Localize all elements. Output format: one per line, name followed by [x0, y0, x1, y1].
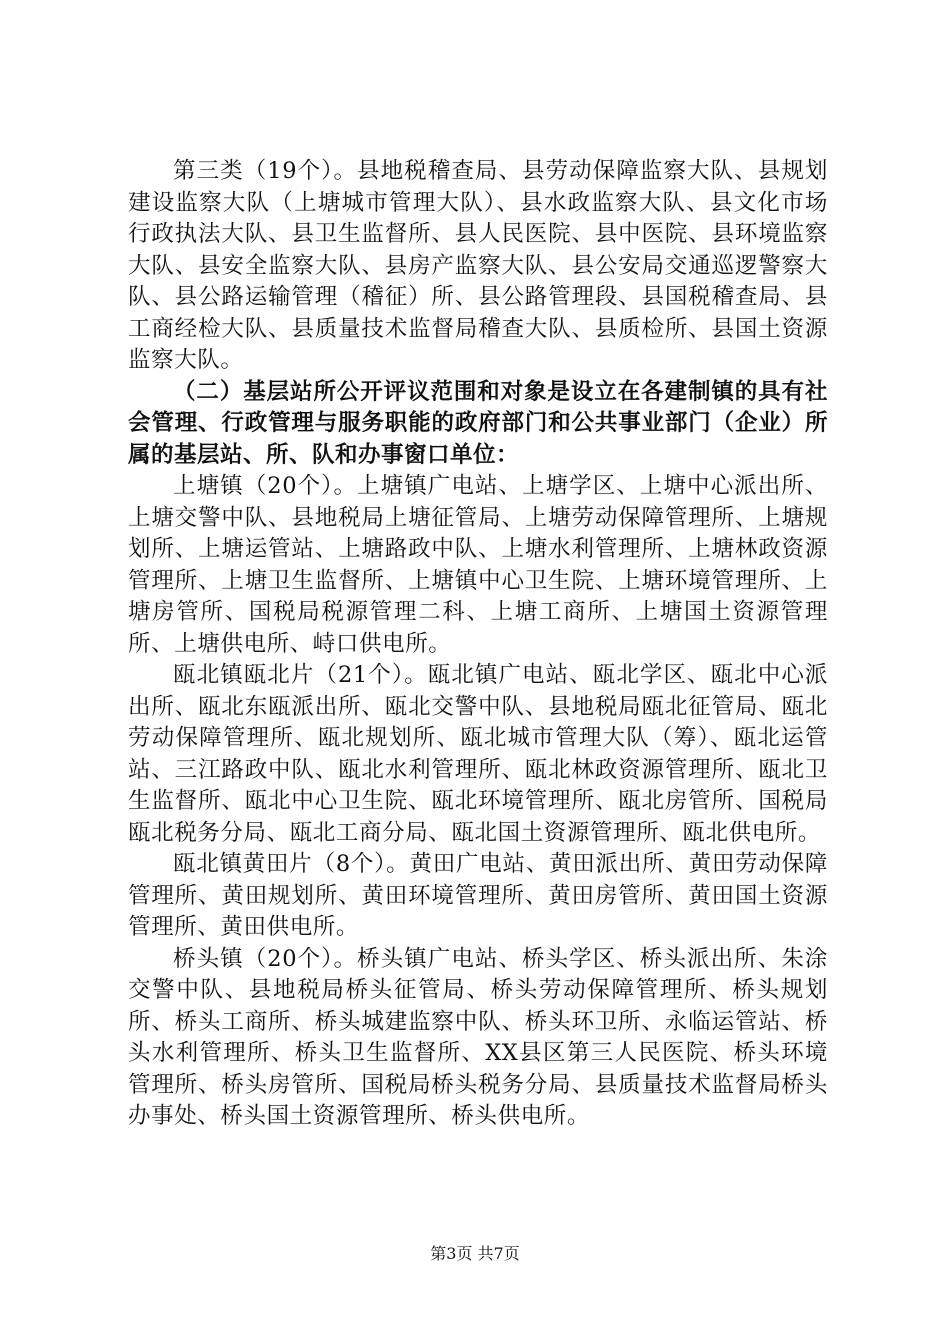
- paragraph-oubei-oubei-area: 瓯北镇瓯北片（21个）。瓯北镇广电站、瓯北学区、瓯北中心派出所、瓯北东瓯派出所、瓯北交警中队、县地税局瓯北征管局、瓯北劳动保障管理所、瓯北规划所、瓯北城市管理大队（筹）、瓯北运管站、三江路政中队、瓯北水利管理所、瓯北林政资源管理所、瓯北卫生监督所、瓯北中心卫生院、瓯北环境管理所、瓯北房管所、国税局瓯北税务分局、瓯北工商分局、瓯北国土资源管理所、瓯北供电所。: [128, 662, 828, 846]
- document-body: [128, 156, 828, 1133]
- paragraph-section-two-heading: （二）基层站所公开评议范围和对象是设立在各建制镇的具有社会管理、行政管理与服务职能的政府部门和公共事业部门（企业）所属的基层站、所、队和办事窗口单位：: [128, 378, 828, 468]
- paragraph-shangtang-town: 上塘镇（20个）。上塘镇广电站、上塘学区、上塘中心派出所、上塘交警中队、县地税局上塘征管局、上塘劳动保障管理所、上塘规划所、上塘运管站、上塘路政中队、上塘水利管理所、上塘林政资源管理所、上塘卫生监督所、上塘镇中心卫生院、上塘环境管理所、上塘房管所、国税局税源管理二科、上塘工商所、上塘国土资源管理所、上塘供电所、峙口供电所。: [128, 473, 828, 657]
- page-number-footer: 第3页 共7页: [430, 1244, 520, 1263]
- paragraph-category-three: 第三类（19个）。县地税稽查局、县劳动保障监察大队、县规划建设监察大队（上塘城市管理大队）、县水政监察大队、县文化市场行政执法大队、县卫生监督所、县人民医院、县中医院、县环境监察大队、县安全监察大队、县房产监察大队、县公安局交通巡逻警察大队、县公路运输管理（稽征）所、县公路管理段、县国税稽查局、县工商经检大队、县质量技术监督局稽查大队、县质检所、县国土资源监察大队。: [128, 158, 828, 373]
- paragraph-oubei-huangtian-area: 瓯北镇黄田片（8个）。黄田广电站、黄田派出所、黄田劳动保障管理所、黄田规划所、黄田环境管理所、黄田房管所、黄田国土资源管理所、黄田供电所。: [128, 851, 828, 940]
- paragraph-qiaotou-town: 桥头镇（20个）。桥头镇广电站、桥头学区、桥头派出所、朱涂交警中队、县地税局桥头征管局、桥头劳动保障管理所、桥头规划所、桥头工商所、桥头城建监察中队、桥头环卫所、永临运管站、桥头水利管理所、桥头卫生监督所、XX县区第三人民医院、桥头环境管理所、桥头房管所、国税局桥头税务分局、县质量技术监督局桥头办事处、桥头国土资源管理所、桥头供电所。: [128, 945, 828, 1129]
